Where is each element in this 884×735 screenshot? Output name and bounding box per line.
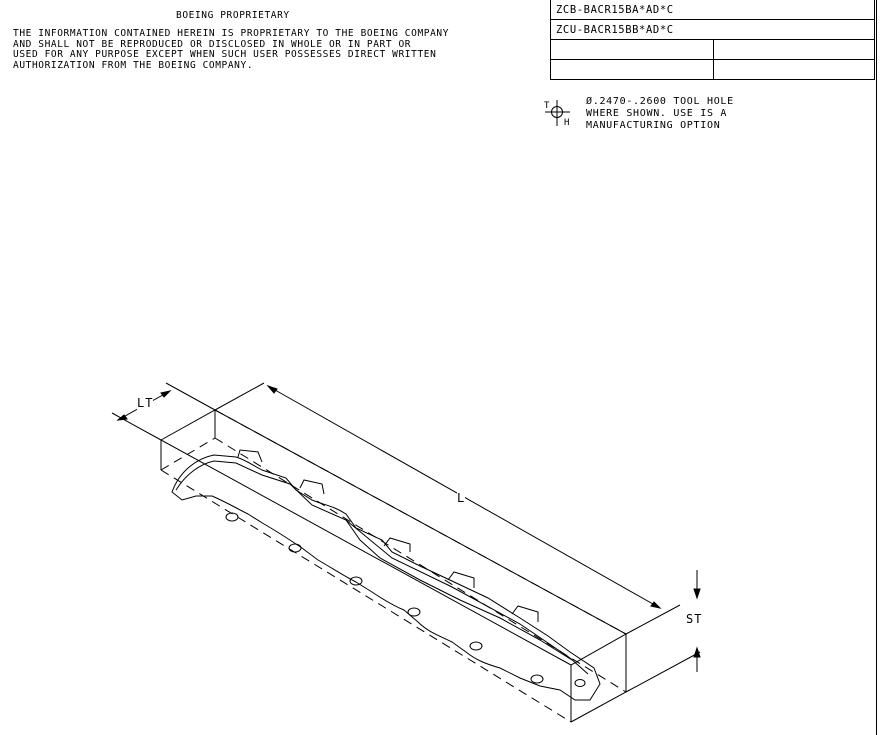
tool-hole: [289, 544, 301, 552]
extension-lines: [112, 383, 703, 692]
dim-label-lt: LT: [137, 396, 154, 410]
envelope-left-edges: [161, 410, 215, 470]
dim-label-st: ST: [686, 612, 703, 626]
tool-hole: [408, 608, 420, 616]
part-outline: [172, 455, 600, 700]
tool-hole: [531, 675, 543, 683]
part-number-cell: ZCU-BACR15BB*AD*C: [551, 20, 875, 40]
part-number-cell: ZCB-BACR15BA*AD*C: [551, 0, 875, 20]
envelope-right-edges: [571, 634, 626, 722]
tool-hole-note: Ø.2470-.2600 TOOL HOLE WHERE SHOWN. USE IS A MANUFACTURING OPTION: [586, 96, 734, 131]
tool-hole: [470, 642, 482, 650]
tool-hole: [575, 680, 585, 687]
part-fold-line: [346, 520, 572, 660]
symbol-t: T: [544, 101, 550, 111]
tool-hole: [350, 577, 362, 585]
proprietary-notice: THE INFORMATION CONTAINED HEREIN IS PROPRIETARY TO THE BOEING COMPANY AND SHALL NOT BE REPRODUCED OR DISCLOSED IN WHOLE OR IN PART OR USED FOR ANY PURPOSE EXCEPT WHEN SUCH USER POSSESSES DIRECT WRITTEN AUTHORIZATION FROM THE BOEING COMPANY.: [13, 28, 450, 71]
dim-label-l: L: [457, 491, 466, 505]
proprietary-title: BOEING PROPRIETARY: [176, 10, 290, 21]
part-flange-edge: [176, 461, 588, 674]
symbol-h: H: [564, 118, 570, 128]
